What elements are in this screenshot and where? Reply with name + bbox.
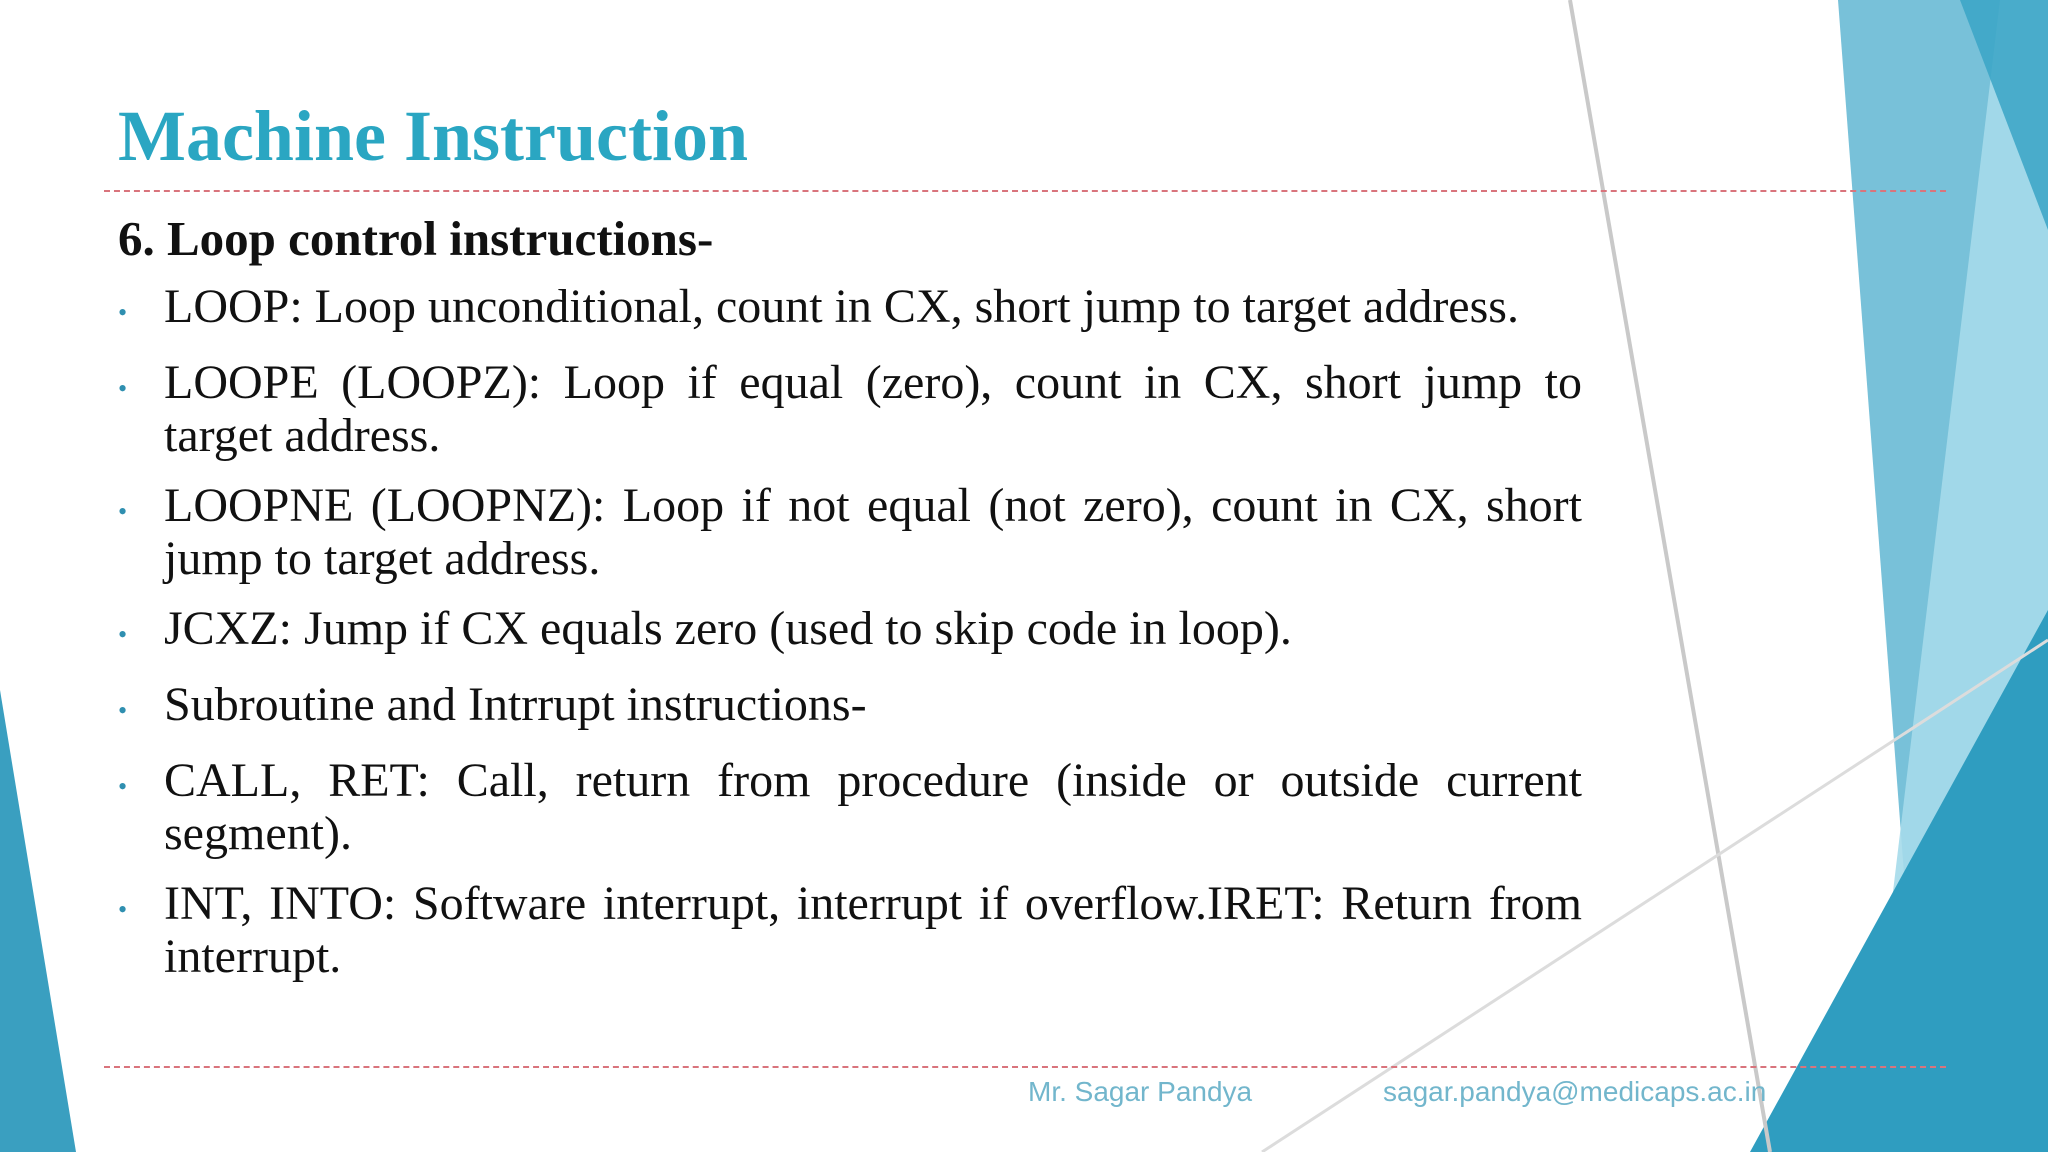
list-item (118, 356, 1582, 462)
list-item (118, 479, 1582, 585)
bullet-icon: • (118, 374, 128, 403)
bullet-icon: • (118, 772, 128, 801)
list-item (118, 280, 1582, 339)
bullet-icon: • (118, 298, 128, 327)
list-item (118, 877, 1582, 983)
left-accent-shape (0, 690, 76, 1152)
list-item-text: Subroutine and Intrrupt instructions- (164, 678, 867, 731)
instruction-list (118, 280, 1582, 1000)
list-item (118, 678, 1582, 737)
diagonal-line-vertical (1570, 0, 1770, 1152)
list-item (118, 754, 1582, 860)
list-item-text: LOOPE (LOOPZ): Loop if equal (zero), count in CX, short jump to target address. (164, 356, 1582, 462)
list-item-text: INT, INTO: Software interrupt, interrupt if overflow.IRET: Return from interrupt. (164, 877, 1582, 983)
footer-email: sagar.pandya@medicaps.ac.in (1383, 1076, 1767, 1107)
list-item-text: LOOPNE (LOOPNZ): Loop if not equal (not zero), count in CX, short jump to target address. (164, 479, 1582, 585)
list-item (118, 602, 1582, 661)
bullet-icon: • (118, 620, 128, 649)
section-heading: 6. Loop control instructions- (118, 211, 714, 266)
list-item-text: JCXZ: Jump if CX equals zero (used to skip code in loop). (164, 602, 1292, 655)
footer-author: Mr. Sagar Pandya (1028, 1076, 1253, 1107)
bullet-icon: • (118, 895, 128, 924)
slide-title: Machine Instruction (118, 96, 748, 176)
top-dashed-divider (104, 190, 1946, 192)
bullet-icon: • (118, 497, 128, 526)
list-item-text: LOOP: Loop unconditional, count in CX, short jump to target address. (164, 280, 1519, 333)
bullet-icon: • (118, 696, 128, 725)
list-item-text: CALL, RET: Call, return from procedure (inside or outside current segment). (164, 754, 1582, 860)
bottom-dashed-divider (104, 1066, 1946, 1068)
